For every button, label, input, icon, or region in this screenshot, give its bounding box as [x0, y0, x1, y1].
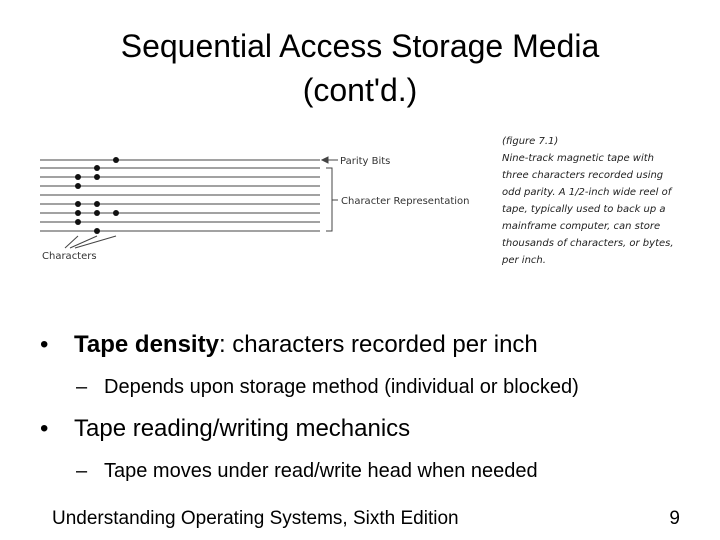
sub-bullet-text: Tape moves under read/write head when needed — [104, 460, 538, 482]
characters-label: Characters — [42, 251, 97, 262]
bullet-rest: : characters recorded per inch — [218, 331, 538, 358]
bit-dot — [94, 165, 100, 171]
page-number: 9 — [669, 508, 680, 529]
bit-dot — [75, 210, 81, 216]
char-rep-label: Character Representation — [341, 196, 470, 207]
bit-dot — [75, 174, 81, 180]
figure-caption-label: (figure 7.1) — [502, 136, 559, 147]
bit-dot — [75, 219, 81, 225]
bullet-dot: • — [40, 415, 49, 442]
bit-dot — [94, 174, 100, 180]
bit-dot — [94, 228, 100, 234]
char-rep-bracket — [326, 168, 332, 231]
bit-dot — [113, 210, 119, 216]
bit-dot — [113, 157, 119, 163]
sub-bullet-dash: – — [76, 376, 88, 398]
bullet-term: Tape density — [74, 331, 219, 358]
figure — [30, 128, 680, 318]
sub-bullet-read-write — [32, 456, 702, 486]
figure-caption — [502, 133, 677, 269]
character-pointers — [65, 236, 116, 248]
pointer-line — [70, 236, 97, 248]
parity-arrow-head — [322, 157, 328, 163]
bit-dot — [75, 183, 81, 189]
parity-arrow — [322, 157, 338, 163]
bullet-list — [32, 328, 702, 496]
title-line-2: (cont'd.) — [302, 72, 418, 108]
bullet-text: Tape reading/writing mechanics — [74, 415, 411, 442]
bullet-dot: • — [40, 331, 49, 358]
parity-label: Parity Bits — [340, 156, 391, 167]
tape-tracks — [40, 160, 320, 231]
sub-bullet-dash: – — [76, 460, 88, 482]
figure-caption-text: Nine-track magnetic tape with three characters recorded using odd parity. A 1/2-inch wide reel of tape, typically used to back up a mainframe computer, can store thousands of characters, or bytes, per inch. — [502, 153, 674, 266]
bullet-tape-mechanics — [32, 412, 702, 446]
bit-dot — [94, 210, 100, 216]
bit-dot — [75, 201, 81, 207]
bullet-tape-density — [32, 328, 702, 362]
bit-dot — [94, 201, 100, 207]
slide-title — [0, 24, 720, 112]
sub-bullet-storage-method — [32, 372, 702, 402]
pointer-line — [75, 236, 116, 248]
tape-diagram — [30, 148, 470, 298]
sub-bullet-text: Depends upon storage method (individual or blocked) — [104, 376, 579, 398]
footer-book-title: Understanding Operating Systems, Sixth Edition — [52, 508, 459, 529]
title-line-1: Sequential Access Storage Media — [120, 28, 600, 64]
pointer-line — [65, 236, 78, 248]
